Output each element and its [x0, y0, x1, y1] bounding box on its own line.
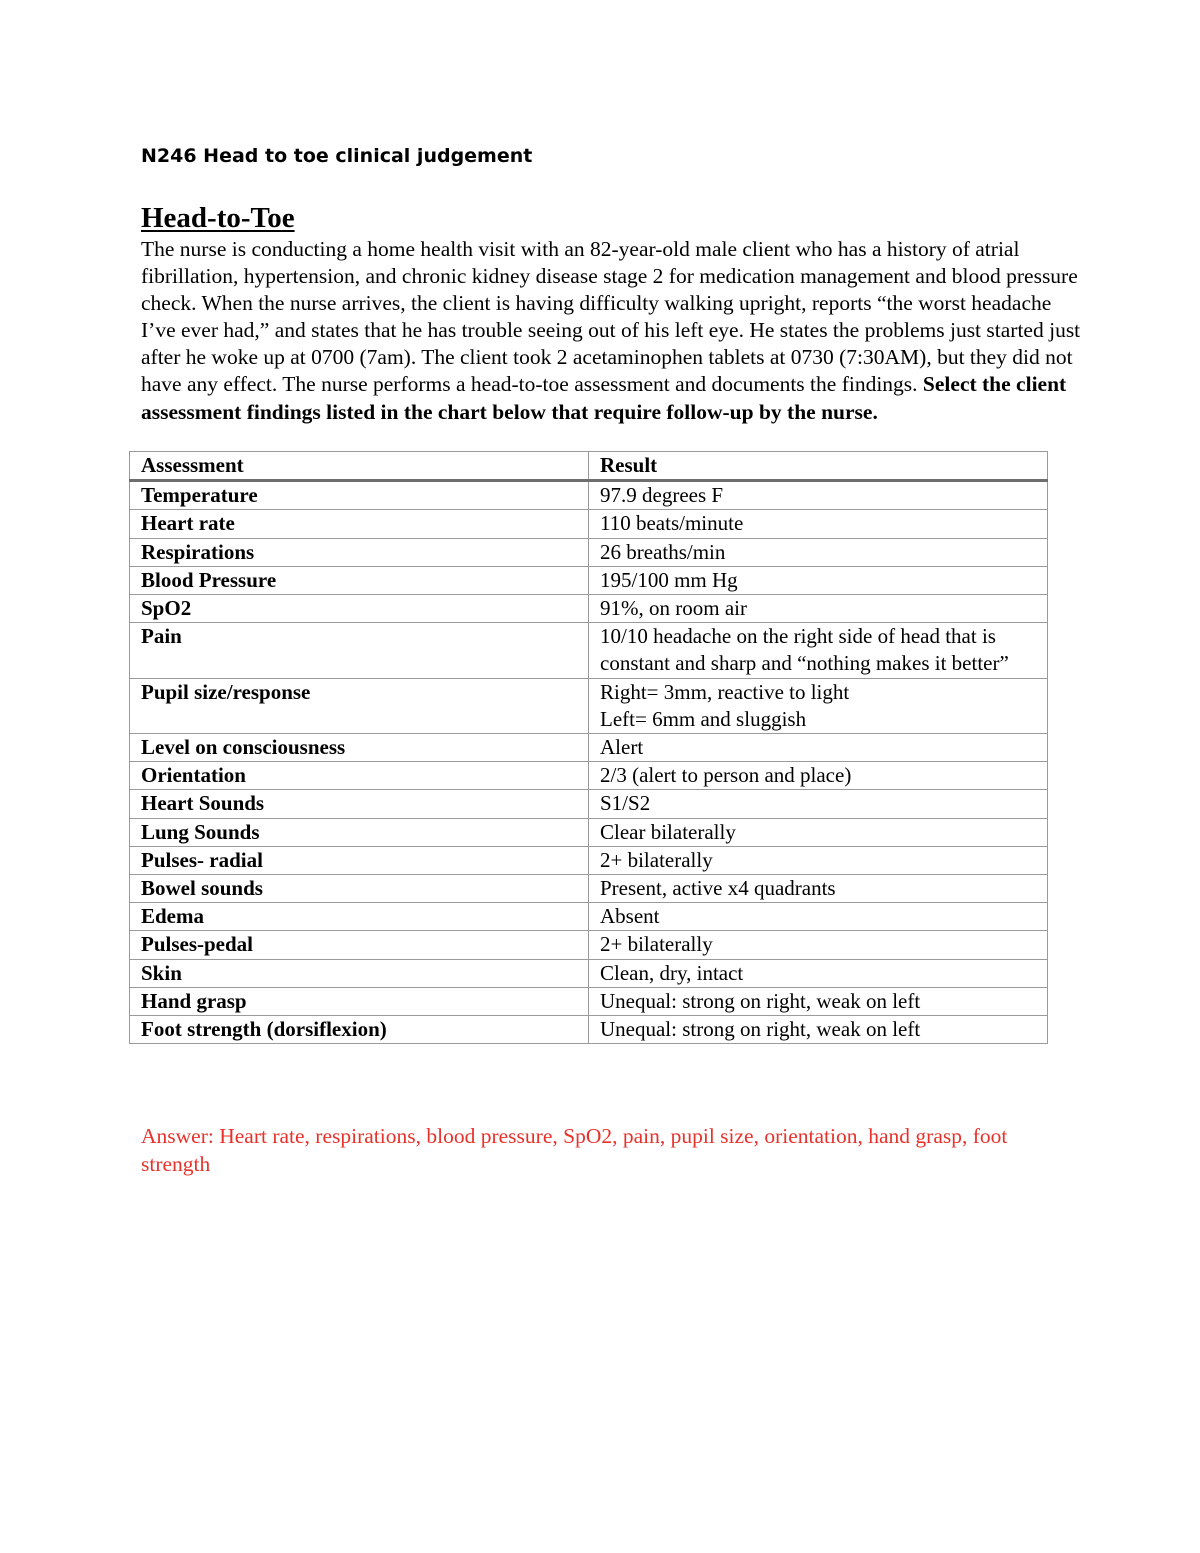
table-row	[130, 903, 1048, 931]
result-cell: Present, active x4 quadrants	[589, 875, 1048, 903]
assessment-cell: Edema	[130, 903, 589, 931]
result-cell: Absent	[589, 903, 1048, 931]
result-cell	[589, 678, 1048, 733]
table-row	[130, 931, 1048, 959]
assessment-cell: Respirations	[130, 538, 589, 566]
section-heading: Head-to-Toe	[141, 202, 295, 234]
answer-text: Answer: Heart rate, respirations, blood pressure, SpO2, pain, pupil size, orientation, hand grasp, foot strength	[141, 1124, 1008, 1176]
table-row	[130, 846, 1048, 874]
table-row	[130, 818, 1048, 846]
result-cell: Alert	[589, 734, 1048, 762]
scenario-paragraph	[141, 236, 1081, 426]
assessment-cell: Skin	[130, 959, 589, 987]
result-line: Right= 3mm, reactive to light	[600, 679, 850, 704]
result-cell: 97.9 degrees F	[589, 481, 1048, 510]
assessment-cell: Orientation	[130, 762, 589, 790]
result-cell: Clear bilaterally	[589, 818, 1048, 846]
result-cell: Unequal: strong on right, weak on left	[589, 1016, 1048, 1044]
assessment-cell: Blood Pressure	[130, 566, 589, 594]
table-row	[130, 566, 1048, 594]
header-assessment: Assessment	[130, 452, 589, 481]
assessment-cell: SpO2	[130, 595, 589, 623]
assessment-cell: Pulses- radial	[130, 846, 589, 874]
assessment-cell: Temperature	[130, 481, 589, 510]
scenario-text: The nurse is conducting a home health visit with an 82-year-old male client who has a history of atrial fibrillation, hypertension, and chronic kidney disease stage 2 for medication management and blood pressure check. When the nurse arrives, the client is having difficulty walking upright, reports “the worst headache I’ve ever had,” and states that he has trouble seeing out of his left eye. He states the problems just started just after he woke up at 0700 (7am). The client took 2 acetaminophen tablets at 0730 (7:30AM), but they did not have any effect. The nurse performs a head-to-toe assessment and documents the findings.	[141, 237, 1081, 397]
result-cell: Clean, dry, intact	[589, 959, 1048, 987]
table-row	[130, 959, 1048, 987]
assessment-cell: Heart rate	[130, 510, 589, 538]
assessment-cell: Lung Sounds	[130, 818, 589, 846]
assessment-cell: Pulses-pedal	[130, 931, 589, 959]
assessment-cell: Level on consciousness	[130, 734, 589, 762]
result-cell: 110 beats/minute	[589, 510, 1048, 538]
table-row	[130, 623, 1048, 678]
table-row	[130, 481, 1048, 510]
header-result: Result	[589, 452, 1048, 481]
table-row	[130, 678, 1048, 733]
assessment-cell: Pain	[130, 623, 589, 678]
result-cell: 2/3 (alert to person and place)	[589, 762, 1048, 790]
assessment-cell: Foot strength (dorsiflexion)	[130, 1016, 589, 1044]
table-row	[130, 734, 1048, 762]
result-cell: 10/10 headache on the right side of head that is constant and sharp and “nothing makes it better”	[589, 623, 1048, 678]
result-line: Left= 6mm and sluggish	[600, 706, 807, 731]
table-row	[130, 538, 1048, 566]
table-header-row	[130, 452, 1048, 481]
table-row	[130, 875, 1048, 903]
table-row	[130, 987, 1048, 1015]
result-cell: S1/S2	[589, 790, 1048, 818]
assessment-cell: Bowel sounds	[130, 875, 589, 903]
result-cell: 2+ bilaterally	[589, 846, 1048, 874]
result-cell: 195/100 mm Hg	[589, 566, 1048, 594]
result-cell: 2+ bilaterally	[589, 931, 1048, 959]
course-title: N246 Head to toe clinical judgement	[141, 145, 533, 167]
assessment-cell: Heart Sounds	[130, 790, 589, 818]
table-row	[130, 790, 1048, 818]
assessment-cell: Hand grasp	[130, 987, 589, 1015]
assessment-table	[129, 451, 1048, 1044]
table-row	[130, 595, 1048, 623]
result-cell: 26 breaths/min	[589, 538, 1048, 566]
result-cell: Unequal: strong on right, weak on left	[589, 987, 1048, 1015]
table-row	[130, 762, 1048, 790]
assessment-cell: Pupil size/response	[130, 678, 589, 733]
table-row	[130, 510, 1048, 538]
scenario-prompt: Select the client assessment findings listed in the chart below that require follow-up by the nurse.	[141, 372, 1067, 424]
table-row	[130, 1016, 1048, 1044]
result-cell: 91%, on room air	[589, 595, 1048, 623]
